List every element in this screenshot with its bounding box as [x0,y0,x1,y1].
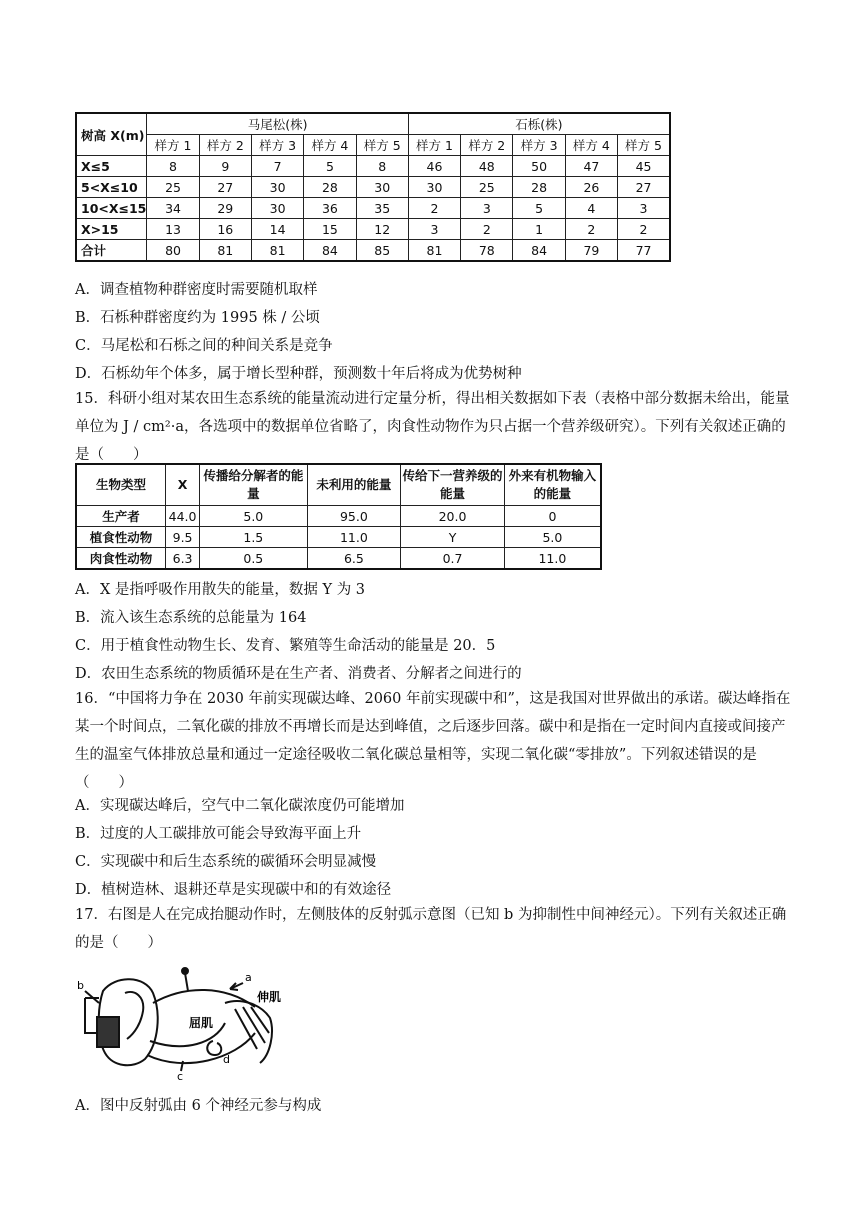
table1-cell: 25 [461,177,513,198]
table1-cell: 27 [618,177,670,198]
table1-cell: 35 [356,198,408,219]
table1-group-lithocarpus: 石栎(株) [408,113,670,135]
table1-cell: 84 [304,240,356,262]
grey-matter [97,1017,119,1047]
table2-row-label: 植食性动物 [76,527,166,548]
table1-cell: 4 [565,198,617,219]
table1-plot-header: 样方 4 [304,135,356,156]
q16-option-d: D．植树造林、退耕还草是实现碳中和的有效途径 [75,882,392,898]
table1-cell: 30 [408,177,460,198]
receptor-d-loop [207,1041,221,1055]
table2-header: 传播给分解者的能量 [200,464,308,506]
table2-cell: 20.0 [401,506,505,527]
table2-row-label: 生产者 [76,506,166,527]
energy-flow-table [75,463,602,570]
table2-cell: 6.5 [307,548,401,570]
q15-option-c: C．用于植食性动物生长、发育、繁殖等生命活动的能量是 20．5 [75,638,496,654]
table1-cell: 12 [356,219,408,240]
table-row [76,548,601,570]
table1-plot-header: 样方 5 [356,135,408,156]
ganglion-dot [182,968,188,974]
table1-cell: 81 [251,240,303,262]
table1-cell: 47 [565,156,617,177]
table1-cell: 30 [251,198,303,219]
table2-row-label: 肉食性动物 [76,548,166,570]
table-row [76,240,670,262]
interneuron-path [125,992,143,1039]
label-b: b [77,979,84,992]
table1-row-label: X≤5 [76,156,147,177]
table2-cell: 44.0 [166,506,200,527]
table1-plot-header: 样方 3 [513,135,565,156]
table-row [76,219,670,240]
table2-cell: 0 [504,506,601,527]
table1-cell: 2 [461,219,513,240]
table1-cell: 45 [618,156,670,177]
table2-header: 未利用的能量 [307,464,401,506]
table1-cell: 78 [461,240,513,262]
table-row [76,156,670,177]
table1-cell: 79 [565,240,617,262]
table1-cell: 7 [251,156,303,177]
q15-option-a: A．X 是指呼吸作用散失的能量，数据 Y 为 3 [75,582,366,598]
table1-plot-header: 样方 1 [408,135,460,156]
q14-option-c: C．马尾松和石栎之间的种间关系是竞争 [75,338,333,354]
table2-cell: 0.5 [200,548,308,570]
table1-cell: 46 [408,156,460,177]
label-a: a [245,971,252,984]
table1-cell: 48 [461,156,513,177]
table1-row-label: 5<X≤10 [76,177,147,198]
table2-header: X [166,464,200,506]
table1-cell: 16 [199,219,251,240]
table2-header: 外来有机物输入的能量 [504,464,601,506]
table1-cell: 2 [618,219,670,240]
q16-option-c: C．实现碳中和后生态系统的碳循环会明显减慢 [75,854,377,870]
table2-cell: 6.3 [166,548,200,570]
q14-option-b: B．石栎种群密度约为 1995 株 / 公顷 [75,310,320,326]
label-c: c [177,1070,184,1081]
table2-cell: 9.5 [166,527,200,548]
table1-cell: 13 [147,219,199,240]
table1-cell: 36 [304,198,356,219]
table1-cell: 25 [147,177,199,198]
dorsal-root-ganglion-stem [185,973,188,991]
table2-cell: 1.5 [200,527,308,548]
table-row [76,506,601,527]
q17-option-a: A．图中反射弧由 6 个神经元参与构成 [75,1098,322,1114]
table2-cell: 95.0 [307,506,401,527]
table1-plot-header: 样方 2 [199,135,251,156]
q15-option-d: D．农田生态系统的物质循环是在生产者、消费者、分解者之间进行的 [75,666,522,682]
table1-cell: 8 [356,156,408,177]
table1-row-label: 合计 [76,240,147,262]
q17-stem: 17．右图是人在完成抬腿动作时，左侧肢体的反射弧示意图（已知 b 为抑制性中间神经元）。下列有关叙述正确的是（ ） [75,907,787,951]
q14-option-d: D．石栎幼年个体多，属于增长型种群，预测数十年后将成为优势树种 [75,366,522,382]
table1-cell: 34 [147,198,199,219]
table1-row-label: X>15 [76,219,147,240]
table1-cell: 5 [304,156,356,177]
table-row [76,198,670,219]
table1-cell: 84 [513,240,565,262]
q15-option-b: B．流入该生态系统的总能量为 164 [75,610,307,626]
table1-cell: 85 [356,240,408,262]
table1-cell: 9 [199,156,251,177]
sensory-nerve [153,990,255,1007]
label-d: d [223,1053,230,1066]
table1-cell: 14 [251,219,303,240]
table1-plot-header: 样方 3 [251,135,303,156]
table1-cell: 30 [251,177,303,198]
table1-cell: 77 [618,240,670,262]
tree-height-table [75,112,671,262]
motor-nerve-flexor [150,1023,225,1046]
table1-cell: 5 [513,198,565,219]
table1-cell: 15 [304,219,356,240]
table1-plot-header: 样方 5 [618,135,670,156]
table1-cell: 80 [147,240,199,262]
table1-cell: 81 [408,240,460,262]
table-row [76,527,601,548]
q16-option-a: A．实现碳达峰后，空气中二氧化碳浓度仍可能增加 [75,798,405,814]
table1-cell: 8 [147,156,199,177]
q16-stem: 16．“中国将力争在 2030 年前实现碳达峰、2060 年前实现碳中和”，这是我国对世界做出的承诺。碳达峰指在某一个时间点，二氧化碳的排放不再增长而是达到峰值，之后逐步回落。碳中和是指在一定时间内直接或间接产生的温室气体排放总量和通过一定途径吸收二氧化碳总量相等，实现二氧化碳“零排放”。下列叙述错误的是（ ） [75,691,791,791]
table1-cell: 28 [513,177,565,198]
table2-cell: 5.0 [200,506,308,527]
table1-cell: 1 [513,219,565,240]
table2-cell: 11.0 [307,527,401,548]
table2-cell: 0.7 [401,548,505,570]
table1-plot-header: 样方 1 [147,135,199,156]
table1-plot-header: 样方 4 [565,135,617,156]
reflex-arc-diagram [75,963,290,1081]
table1-cell: 28 [304,177,356,198]
table2-cell: Y [401,527,505,548]
table2-cell: 11.0 [504,548,601,570]
table1-cell: 26 [565,177,617,198]
label-extensor: 伸肌 [257,990,282,1004]
table1-group-masson-pine: 马尾松(株) [147,113,408,135]
table1-cell: 81 [199,240,251,262]
table1-cell: 30 [356,177,408,198]
table1-header-height: 树高 X(m) [76,113,147,156]
table1-cell: 3 [618,198,670,219]
table1-row-label: 10<X≤15 [76,198,147,219]
q16-option-b: B．过度的人工碳排放可能会导致海平面上升 [75,826,362,842]
muscle-fibers [235,1007,269,1049]
motor-nerve-extensor [147,1033,255,1063]
label-flexor: 屈肌 [189,1016,214,1030]
table-row [76,177,670,198]
table1-cell: 27 [199,177,251,198]
q14-option-a: A．调查植物种群密度时需要随机取样 [75,282,318,298]
table2-header: 传给下一营养级的能量 [401,464,505,506]
table1-cell: 29 [199,198,251,219]
table2-header: 生物类型 [76,464,166,506]
table1-plot-header: 样方 2 [461,135,513,156]
table1-cell: 2 [408,198,460,219]
table1-cell: 2 [565,219,617,240]
table1-cell: 50 [513,156,565,177]
q15-stem: 15．科研小组对某农田生态系统的能量流动进行定量分析，得出相关数据如下表（表格中部分数据未给出，能量单位为 J / cm²·a，各选项中的数据单位省略了，肉食性动物作为只占据一个营养级研究）。下列有关叙述正确的是（ ） [75,391,790,463]
table1-cell: 3 [408,219,460,240]
table1-cell: 3 [461,198,513,219]
table2-cell: 5.0 [504,527,601,548]
